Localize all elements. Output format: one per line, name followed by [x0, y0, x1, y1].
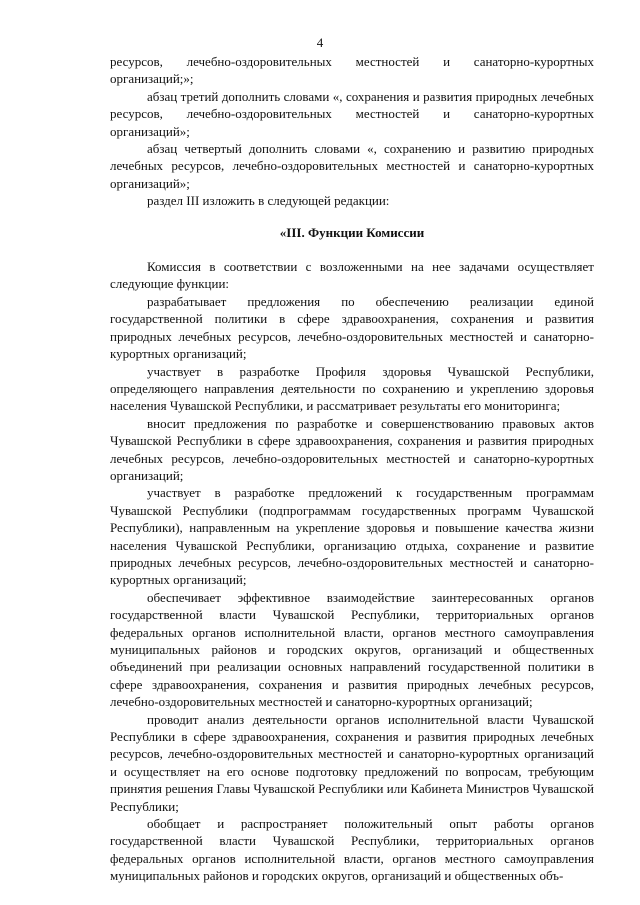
paragraph-amend-third: абзац третий дополнить словами «, сохранения и развития природных лечебных ресурсов, лечебно-оздоровительных местностей и санаторно-курортных организаций»;: [110, 88, 594, 139]
paragraph-amend-fourth: абзац четвертый дополнить словами «, сохранению и развитию природных лечебных ресурсов, лечебно-оздоровительных местностей и санаторно-курортных организаций»;: [110, 141, 594, 191]
paragraph-function-5: обеспечивает эффективное взаимодействие заинтересованных органов государственной власти Чувашской Республики, территориальных органов федеральных органов исполнительной власти, органов местного самоуправления муниципальных районов и городских округов, организаций и общественных объединений при реализации основных направлений государственной политики в сфере здравоохранения, сохранения и развития природных лечебных ресурсов, лечебно-оздоровительных местностей и санаторно-курортных организаций;: [110, 589, 594, 710]
document-body: [110, 53, 594, 885]
paragraph-section-intro: раздел III изложить в следующей редакции:: [147, 193, 390, 209]
paragraph-function-7: обобщает и распространяет положительный опыт работы органов государственной власти Чувашской Республики, территориальных органов федеральных органов исполнительной власти, органов местного самоуправления муниципальных районов и городских округов, организаций и общественных объ-: [110, 816, 594, 884]
paragraph-function-4: участвует в разработке предложений к государственным программам Чувашской Республики (подпрограммам государственных программ Чувашской Республики), направленным на укрепление здоровья и повышение качества жизни населения Чувашской Республики, организацию отдыха, сохранение и развитие природных лечебных ресурсов, лечебно-оздоровительных местностей и санаторно-курортных организаций;: [110, 485, 594, 588]
page-number: 4: [316, 35, 324, 50]
section-heading: «III. Функции Комиссии: [279, 224, 425, 240]
paragraph-function-6: проводит анализ деятельности органов исполнительной власти Чувашской Республики в сфере здравоохранения, сохранения и развития природных лечебных ресурсов, лечебно-оздоровительных местностей и санаторно-курортных организаций и осуществляет на его основе подготовку предложений по вопросам, требующим принятия решения Главы Чувашской Республики или Кабинета Министров Чувашской Республики;: [110, 711, 594, 814]
paragraph-function-2: участвует в разработке Профиля здоровья Чувашской Республики, определяющего направления деятельности по сохранению и укреплению здоровья населения Чувашской Республики, и рассматривает результаты его мониторинга;: [110, 363, 594, 414]
paragraph-functions-intro: Комиссия в соответствии с возложенными на нее задачами осуществляет следующие функции:: [110, 259, 594, 292]
paragraph-function-3: вносит предложения по разработке и совершенствованию правовых актов Чувашской Республики в сфере здравоохранения, сохранения и развития природных лечебных ресурсов, лечебно-оздоровительных местностей и санаторно-курортных организаций;: [110, 415, 594, 483]
paragraph-function-1: разрабатывает предложения по обеспечению реализации единой государственной политики в сфере здравоохранения, сохранения и развития природных лечебных ресурсов, лечебно-оздоровительных местностей и санаторно-курортных организаций;: [110, 293, 594, 362]
paragraph-continuation: ресурсов, лечебно-оздоровительных местностей и санаторно-курортных организаций;»;: [110, 54, 594, 87]
